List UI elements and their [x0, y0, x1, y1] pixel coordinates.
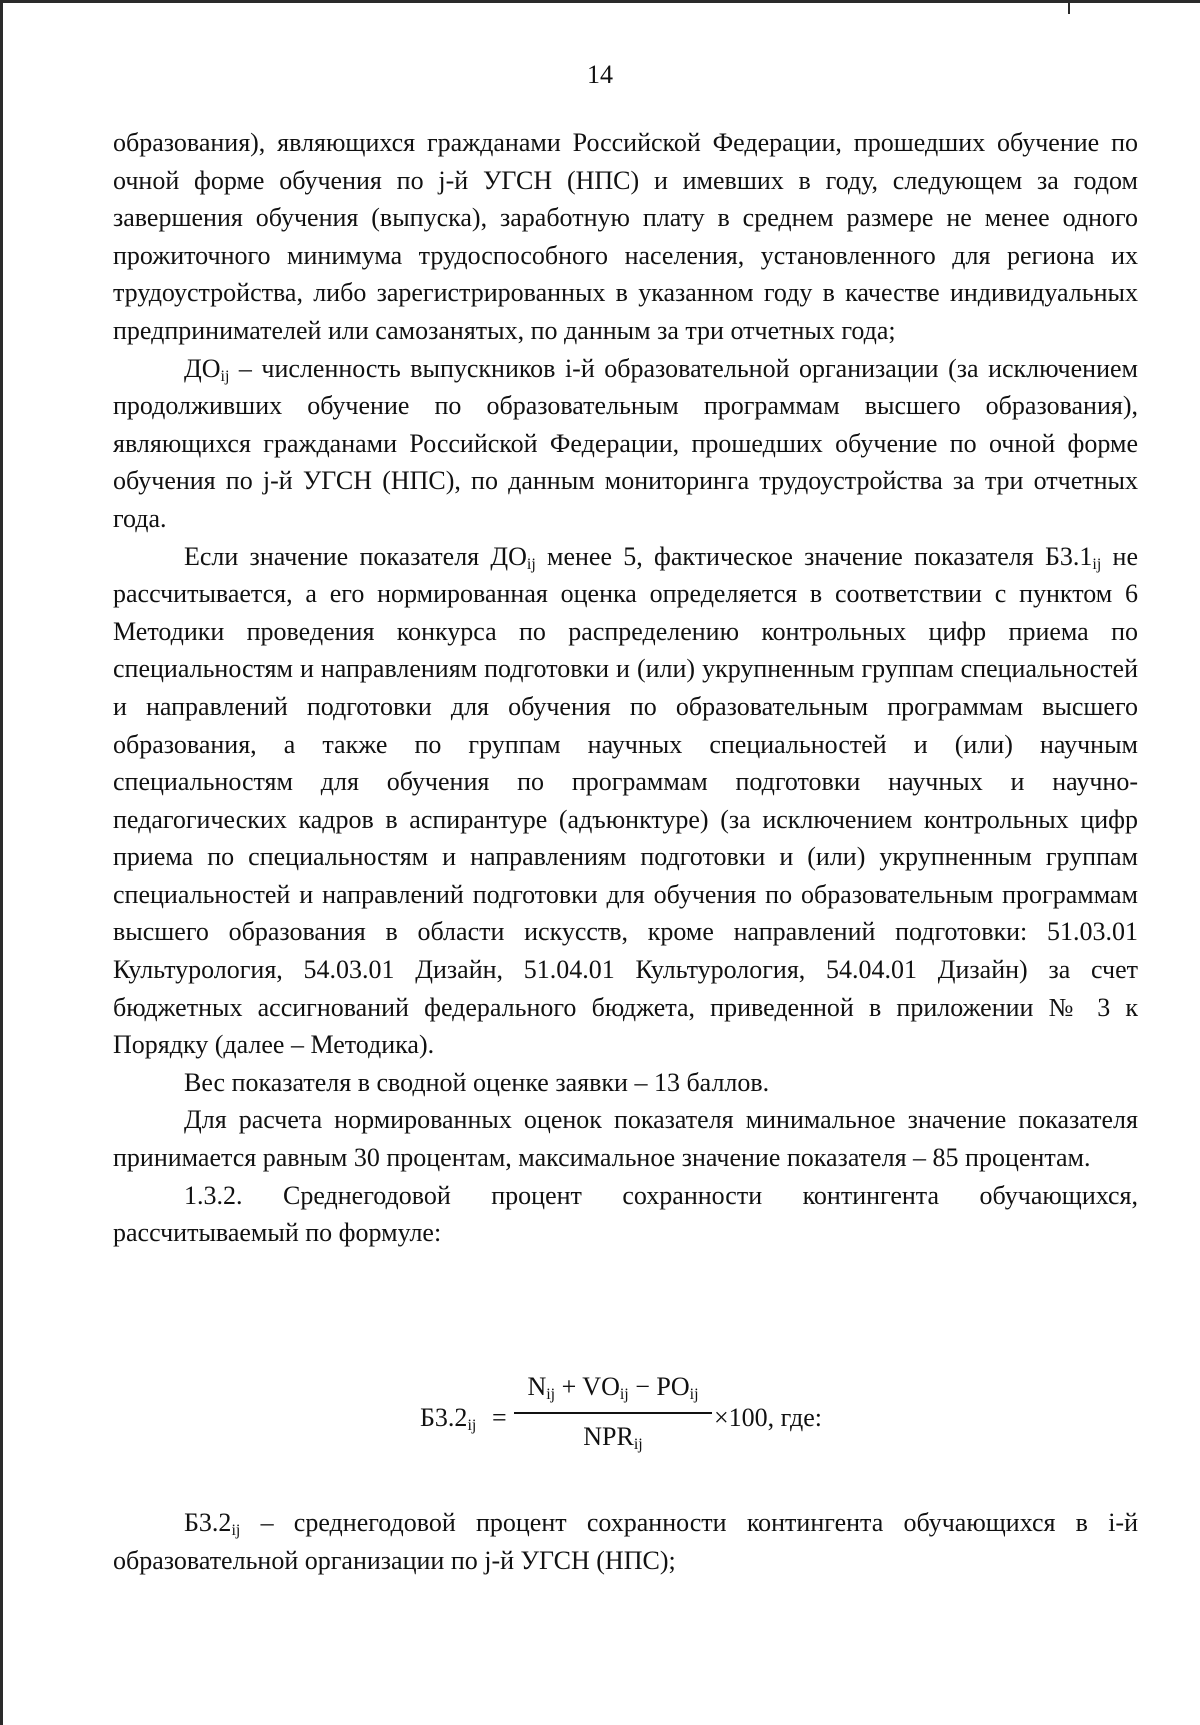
subscript: ij	[619, 1386, 629, 1403]
subscript: ij	[546, 1386, 556, 1403]
subscript: ij	[689, 1386, 699, 1403]
text-run: – среднегодовой процент сохранности контингента обучающихся в i-й образовательной организации по j-й УГСН (НПС);	[113, 1508, 1138, 1575]
paragraph	[113, 124, 1138, 350]
formula-equals: =	[492, 1403, 507, 1432]
paragraph	[113, 1064, 1138, 1102]
text-run: NPR	[583, 1422, 634, 1451]
paragraph	[113, 1504, 1138, 1579]
text-run: – численность выпускников i-й образовательной организации (за исключением продолживших обучение по образовательным программам высшего образования), являющихся гражданами Российской Федерации, прошедших обучение по очной форме обучения по j-й УГСН (НПС), по данным мониторинга трудоустройства за три отчетных года.	[113, 353, 1138, 533]
text-run: N	[527, 1372, 547, 1401]
formula-tail: ×100, где:	[714, 1403, 823, 1432]
formula-numerator	[514, 1372, 712, 1402]
paragraph	[113, 1101, 1138, 1176]
subscript: ij	[526, 555, 536, 573]
text-run: Если значение показателя ДО	[184, 541, 527, 571]
scan-border-mark	[1068, 0, 1070, 14]
scan-border-top	[0, 0, 1200, 3]
text-run: Для расчета нормированных оценок показателя минимальное значение показателя принимается равным 30 процентам, максимальное значение показателя – 85 процентам.	[113, 1105, 1138, 1173]
subscript: ij	[231, 1522, 241, 1539]
definition-text	[113, 1504, 1138, 1579]
subscript: ij	[633, 1436, 643, 1453]
text-run: ДО	[184, 353, 221, 383]
formula-block	[0, 1370, 1200, 1470]
paragraph	[113, 350, 1138, 538]
text-run: Б3.2	[184, 1508, 232, 1537]
text-run: менее 5, фактическое значение показателя Б3.1	[535, 541, 1093, 571]
formula-lhs-symbol: Б3.2	[420, 1403, 468, 1432]
formula-lhs	[420, 1403, 476, 1433]
text-run: − PO	[628, 1372, 690, 1401]
text-run: + VO	[555, 1372, 620, 1401]
text-run: образования), являющихся гражданами Российской Федерации, прошедших обучение по очной форме обучения по j-й УГСН (НПС) и имевших в году, следующем за годом завершения обучения (выпуска), заработную плату в среднем размере не менее одного прожиточного минимума трудоспособного населения, установленного для региона их трудоустройства, либо зарегистрированных в указанном году в качестве индивидуальных предпринимателей или самозанятых, по данным за три отчетных года;	[113, 128, 1138, 345]
paragraph	[113, 1177, 1138, 1252]
subscript: ij	[1092, 555, 1102, 573]
body-text	[113, 124, 1138, 1252]
page-number: 14	[587, 60, 613, 89]
formula-lhs-subscript: ij	[467, 1417, 477, 1434]
text-run: не рассчитывается, а его нормированная оценка определяется в соответствии с пунктом 6 Методики проведения конкурса по распределению контрольных цифр приема по специальностям и направлениям подготовки и (или) укрупненным группам специальностей и направлений подготовки для обучения по образовательным программам высшего образования, а также по группам научных специальностей и (или) научным специальностям для обучения по программам подготовки научных и научно-педагогических кадров в аспирантуре (адъюнктуре) (за исключением контрольных цифр приема по специальностям и направлениям подготовки и (или) укрупненным группам специальностей и направлений подготовки для обучения по образовательным программам высшего образования в области искусств, кроме направлений подготовки: 51.03.01 Культурология, 54.03.01 Дизайн, 51.04.01 Культурология, 54.04.01 Дизайн) за счет бюджетных ассигнований федерального бюджета, приведенной в приложении № 3 к Порядку (далее – Методика).	[113, 541, 1138, 1060]
text-run: 1.3.2. Среднегодовой процент сохранности контингента обучающихся, рассчитываемый по формуле:	[113, 1180, 1138, 1248]
subscript: ij	[220, 367, 230, 385]
text-run: Вес показателя в сводной оценке заявки – 13 баллов.	[184, 1067, 770, 1097]
fraction-bar	[514, 1412, 712, 1414]
formula-denominator	[514, 1422, 712, 1452]
paragraph	[113, 538, 1138, 1064]
